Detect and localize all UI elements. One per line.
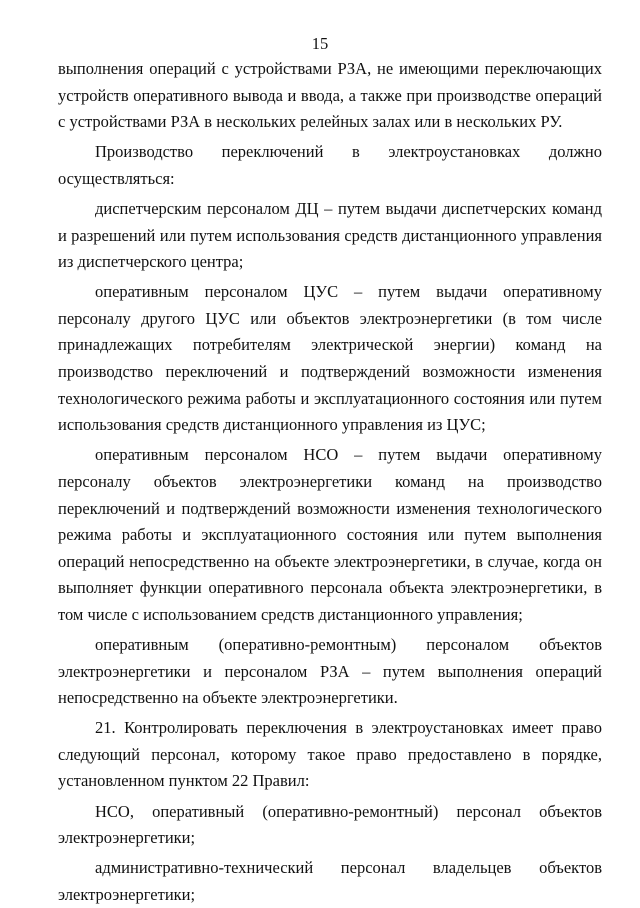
paragraph-switching-intro: Производство переключений в электроустановках должно осуществляться: bbox=[58, 142, 602, 188]
paragraph-operational-personnel: оперативным (оперативно-ремонтным) персоналом объектов электроэнергетики и персоналом РЗА – путем выполнения операций непосредственно на объекте электроэнергетики. bbox=[58, 634, 602, 708]
paragraph-admin-list-item: административно-технический персонал владельцев объектов электроэнергетики; bbox=[58, 858, 602, 904]
paragraph-continuation: выполнения операций с устройствами РЗА, не имеющими переключающих устройств оперативного вывода и ввода, а также при производстве операций с устройствами РЗА в нескольких релейных залах или в нескольких РУ. bbox=[58, 59, 602, 132]
paragraph-dispatch-personnel: диспетчерским персоналом ДЦ – путем выдачи диспетчерских команд и разрешений или путем использования средств дистанционного управления из диспетчерского центра; bbox=[58, 198, 602, 272]
page-number: 15 bbox=[311, 34, 329, 53]
paragraph-item-21: 21. Контролировать переключения в электроустановках имеет право следующий персонал, которому такое право предоставлено в порядке, установленном пунктом 22 Правил: bbox=[58, 718, 602, 791]
paragraph-nso-list-item: НСО, оперативный (оперативно-ремонтный) персонал объектов электроэнергетики; bbox=[58, 801, 602, 848]
paragraph-cus-personnel: оперативным персоналом ЦУС – путем выдачи оперативному персоналу другого ЦУС или объектов электроэнергетики (в том числе принадлежащих потребителям электрической энергии) команд на производство переключений и подтверждений возможности изменения технологического режима работы и эксплуатационного состояния или путем использования средств дистанционного управления из ЦУС; bbox=[58, 282, 602, 435]
document-body bbox=[58, 56, 602, 908]
paragraph-nso-personnel: оперативным персоналом НСО – путем выдачи оперативному персоналу объектов электроэнергетики команд на производство переключений и подтверждений возможности изменения технологического режима работы и эксплуатационного состояния или путем выполнения операций непосредственно на объекте электроэнергетики, в случае, когда он выполняет функции оперативного персонала объекта электроэнергетики, в том числе с использованием средств дистанционного управления; bbox=[58, 445, 602, 624]
